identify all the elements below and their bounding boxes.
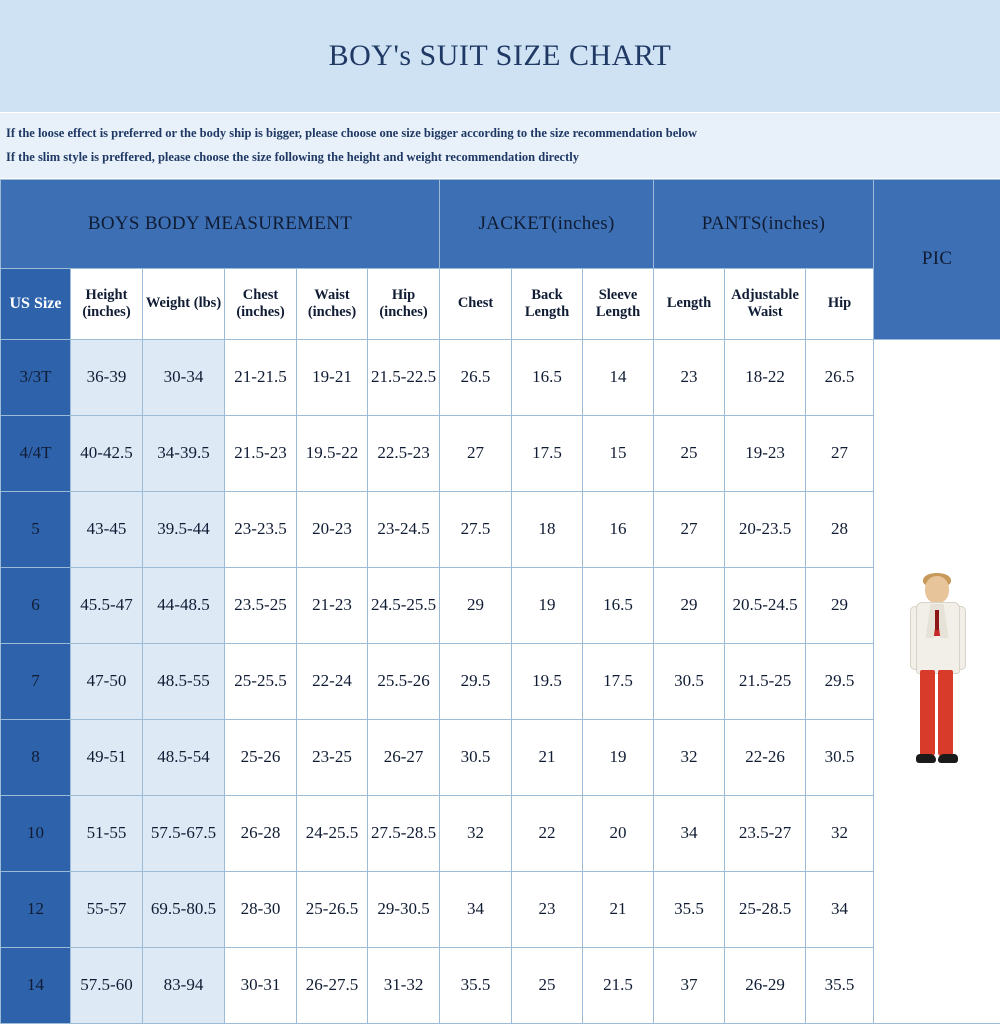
cell-height: 45.5-47 xyxy=(71,567,143,643)
cell-body-chest: 21-21.5 xyxy=(225,339,297,415)
cell-jacket-sleeve-length: 20 xyxy=(583,795,654,871)
column-header-weight-line-1: Weight (lbs) xyxy=(145,295,222,312)
cell-pants-adjustable-waist: 22-26 xyxy=(725,719,806,795)
cell-body-waist: 26-27.5 xyxy=(297,947,368,1023)
cell-body-chest: 25-25.5 xyxy=(225,643,297,719)
cell-jacket-back-length: 21 xyxy=(512,719,583,795)
cell-body-hip: 27.5-28.5 xyxy=(368,795,440,871)
column-header-pants-hip-line-1: Hip xyxy=(808,295,871,312)
cell-pants-length: 23 xyxy=(654,339,725,415)
cell-size: 10 xyxy=(1,795,71,871)
figure-right-pant xyxy=(938,670,953,756)
cell-pants-adjustable-waist: 20-23.5 xyxy=(725,491,806,567)
cell-weight: 44-48.5 xyxy=(143,567,225,643)
cell-size: 6 xyxy=(1,567,71,643)
column-header-row xyxy=(1,268,1000,339)
cell-jacket-sleeve-length: 16.5 xyxy=(583,567,654,643)
cell-pants-length: 35.5 xyxy=(654,871,725,947)
product-image xyxy=(874,351,1000,1011)
cell-pants-length: 29 xyxy=(654,567,725,643)
cell-pants-adjustable-waist: 20.5-24.5 xyxy=(725,567,806,643)
cell-jacket-back-length: 19.5 xyxy=(512,643,583,719)
notes-section xyxy=(0,113,1000,179)
column-header-body-chest-line-2: (inches) xyxy=(227,304,294,321)
cell-body-waist: 22-24 xyxy=(297,643,368,719)
cell-jacket-back-length: 23 xyxy=(512,871,583,947)
table-row xyxy=(1,871,1000,947)
group-header-pic: PIC xyxy=(874,179,1000,339)
cell-jacket-chest: 32 xyxy=(440,795,512,871)
cell-pants-length: 25 xyxy=(654,415,725,491)
column-header-jacket-back-length xyxy=(512,268,583,339)
column-header-pants-length xyxy=(654,268,725,339)
cell-weight: 83-94 xyxy=(143,947,225,1023)
cell-size: 12 xyxy=(1,871,71,947)
column-header-jacket-sleeve-length-line-2: Length xyxy=(585,304,651,321)
cell-jacket-sleeve-length: 14 xyxy=(583,339,654,415)
figure-right-shoe xyxy=(938,754,958,763)
group-header-pants: PANTS(inches) xyxy=(654,179,874,268)
cell-height: 43-45 xyxy=(71,491,143,567)
title-banner xyxy=(0,0,1000,113)
column-header-body-chest xyxy=(225,268,297,339)
table-row xyxy=(1,947,1000,1023)
cell-body-chest: 23-23.5 xyxy=(225,491,297,567)
cell-pants-hip: 32 xyxy=(806,795,874,871)
cell-jacket-chest: 35.5 xyxy=(440,947,512,1023)
cell-pants-adjustable-waist: 19-23 xyxy=(725,415,806,491)
cell-weight: 39.5-44 xyxy=(143,491,225,567)
cell-pants-length: 37 xyxy=(654,947,725,1023)
cell-body-hip: 29-30.5 xyxy=(368,871,440,947)
column-header-body-waist-line-2: (inches) xyxy=(299,304,365,321)
cell-weight: 30-34 xyxy=(143,339,225,415)
cell-body-chest: 28-30 xyxy=(225,871,297,947)
table-row xyxy=(1,339,1000,415)
cell-body-waist: 23-25 xyxy=(297,719,368,795)
column-header-pants-hip xyxy=(806,268,874,339)
cell-body-waist: 20-23 xyxy=(297,491,368,567)
column-header-jacket-chest xyxy=(440,268,512,339)
cell-jacket-chest: 27 xyxy=(440,415,512,491)
table-row xyxy=(1,795,1000,871)
cell-jacket-back-length: 17.5 xyxy=(512,415,583,491)
cell-pants-hip: 34 xyxy=(806,871,874,947)
cell-jacket-back-length: 19 xyxy=(512,567,583,643)
cell-height: 55-57 xyxy=(71,871,143,947)
cell-jacket-sleeve-length: 19 xyxy=(583,719,654,795)
cell-jacket-sleeve-length: 15 xyxy=(583,415,654,491)
cell-size: 4/4T xyxy=(1,415,71,491)
cell-jacket-back-length: 22 xyxy=(512,795,583,871)
cell-pants-hip: 26.5 xyxy=(806,339,874,415)
column-header-height-line-1: Height xyxy=(73,287,140,304)
column-header-jacket-sleeve-length xyxy=(583,268,654,339)
table-row xyxy=(1,719,1000,795)
note-line-2: If the slim style is preffered, please choose the size following the height and weight recommendation directly xyxy=(4,145,996,169)
cell-pants-hip: 30.5 xyxy=(806,719,874,795)
cell-height: 40-42.5 xyxy=(71,415,143,491)
column-header-jacket-back-length-line-2: Length xyxy=(514,304,580,321)
size-chart-table xyxy=(0,179,1000,1024)
cell-body-hip: 24.5-25.5 xyxy=(368,567,440,643)
cell-jacket-sleeve-length: 21 xyxy=(583,871,654,947)
table-row xyxy=(1,415,1000,491)
cell-pants-adjustable-waist: 23.5-27 xyxy=(725,795,806,871)
cell-jacket-sleeve-length: 16 xyxy=(583,491,654,567)
cell-pants-hip: 29 xyxy=(806,567,874,643)
cell-body-waist: 19-21 xyxy=(297,339,368,415)
cell-jacket-back-length: 25 xyxy=(512,947,583,1023)
boy-suit-illustration xyxy=(892,576,982,786)
cell-size: 3/3T xyxy=(1,339,71,415)
cell-pants-hip: 35.5 xyxy=(806,947,874,1023)
cell-pants-adjustable-waist: 25-28.5 xyxy=(725,871,806,947)
cell-pants-adjustable-waist: 21.5-25 xyxy=(725,643,806,719)
column-header-pants-adjustable-waist xyxy=(725,268,806,339)
cell-size: 8 xyxy=(1,719,71,795)
column-header-us-size-line-1: US Size xyxy=(3,295,68,313)
group-header-body: BOYS BODY MEASUREMENT xyxy=(1,179,440,268)
cell-pants-length: 32 xyxy=(654,719,725,795)
cell-body-chest: 21.5-23 xyxy=(225,415,297,491)
cell-weight: 48.5-55 xyxy=(143,643,225,719)
column-header-jacket-chest-line-1: Chest xyxy=(442,295,509,312)
cell-weight: 34-39.5 xyxy=(143,415,225,491)
cell-body-chest: 25-26 xyxy=(225,719,297,795)
cell-weight: 69.5-80.5 xyxy=(143,871,225,947)
figure-left-pant xyxy=(920,670,935,756)
cell-jacket-back-length: 18 xyxy=(512,491,583,567)
cell-body-chest: 26-28 xyxy=(225,795,297,871)
cell-pants-hip: 28 xyxy=(806,491,874,567)
table-row xyxy=(1,567,1000,643)
column-header-height xyxy=(71,268,143,339)
cell-body-hip: 23-24.5 xyxy=(368,491,440,567)
column-header-body-chest-line-1: Chest xyxy=(227,287,294,304)
cell-body-waist: 21-23 xyxy=(297,567,368,643)
cell-pants-hip: 27 xyxy=(806,415,874,491)
cell-pants-length: 30.5 xyxy=(654,643,725,719)
cell-pants-length: 27 xyxy=(654,491,725,567)
cell-jacket-sleeve-length: 17.5 xyxy=(583,643,654,719)
column-header-weight xyxy=(143,268,225,339)
cell-body-waist: 19.5-22 xyxy=(297,415,368,491)
group-header-jacket: JACKET(inches) xyxy=(440,179,654,268)
cell-body-chest: 23.5-25 xyxy=(225,567,297,643)
cell-weight: 48.5-54 xyxy=(143,719,225,795)
page-title: BOY's SUIT SIZE CHART xyxy=(329,39,672,73)
cell-pants-length: 34 xyxy=(654,795,725,871)
cell-jacket-chest: 34 xyxy=(440,871,512,947)
cell-pants-hip: 29.5 xyxy=(806,643,874,719)
cell-jacket-chest: 30.5 xyxy=(440,719,512,795)
table-row xyxy=(1,643,1000,719)
cell-body-waist: 24-25.5 xyxy=(297,795,368,871)
note-line-1: If the loose effect is preferred or the body ship is bigger, please choose one size bigger according to the size recommendation below xyxy=(4,121,996,145)
cell-body-hip: 26-27 xyxy=(368,719,440,795)
column-header-body-hip-line-1: Hip xyxy=(370,287,437,304)
figure-tie xyxy=(935,610,939,630)
cell-height: 51-55 xyxy=(71,795,143,871)
column-header-body-hip-line-2: (inches) xyxy=(370,304,437,321)
column-header-jacket-sleeve-length-line-1: Sleeve xyxy=(585,287,651,304)
cell-height: 57.5-60 xyxy=(71,947,143,1023)
figure-head xyxy=(925,576,949,603)
cell-pants-adjustable-waist: 26-29 xyxy=(725,947,806,1023)
column-header-pants-adjustable-waist-line-2: Waist xyxy=(727,304,803,321)
group-header-row xyxy=(1,179,1000,268)
table-row xyxy=(1,491,1000,567)
cell-size: 14 xyxy=(1,947,71,1023)
cell-body-hip: 21.5-22.5 xyxy=(368,339,440,415)
cell-pants-adjustable-waist: 18-22 xyxy=(725,339,806,415)
cell-body-hip: 31-32 xyxy=(368,947,440,1023)
cell-size: 5 xyxy=(1,491,71,567)
figure-left-shoe xyxy=(916,754,936,763)
cell-weight: 57.5-67.5 xyxy=(143,795,225,871)
cell-height: 36-39 xyxy=(71,339,143,415)
cell-body-waist: 25-26.5 xyxy=(297,871,368,947)
cell-jacket-sleeve-length: 21.5 xyxy=(583,947,654,1023)
product-image-cell xyxy=(874,339,1000,1023)
column-header-body-waist-line-1: Waist xyxy=(299,287,365,304)
cell-size: 7 xyxy=(1,643,71,719)
cell-jacket-chest: 27.5 xyxy=(440,491,512,567)
cell-jacket-chest: 29 xyxy=(440,567,512,643)
column-header-pants-adjustable-waist-line-1: Adjustable xyxy=(727,287,803,304)
cell-jacket-chest: 26.5 xyxy=(440,339,512,415)
column-header-body-waist xyxy=(297,268,368,339)
column-header-height-line-2: (inches) xyxy=(73,304,140,321)
cell-height: 49-51 xyxy=(71,719,143,795)
cell-body-chest: 30-31 xyxy=(225,947,297,1023)
cell-jacket-back-length: 16.5 xyxy=(512,339,583,415)
column-header-pants-length-line-1: Length xyxy=(656,295,722,312)
column-header-body-hip xyxy=(368,268,440,339)
cell-body-hip: 25.5-26 xyxy=(368,643,440,719)
cell-body-hip: 22.5-23 xyxy=(368,415,440,491)
column-header-jacket-back-length-line-1: Back xyxy=(514,287,580,304)
cell-height: 47-50 xyxy=(71,643,143,719)
column-header-us-size xyxy=(1,268,71,339)
cell-jacket-chest: 29.5 xyxy=(440,643,512,719)
